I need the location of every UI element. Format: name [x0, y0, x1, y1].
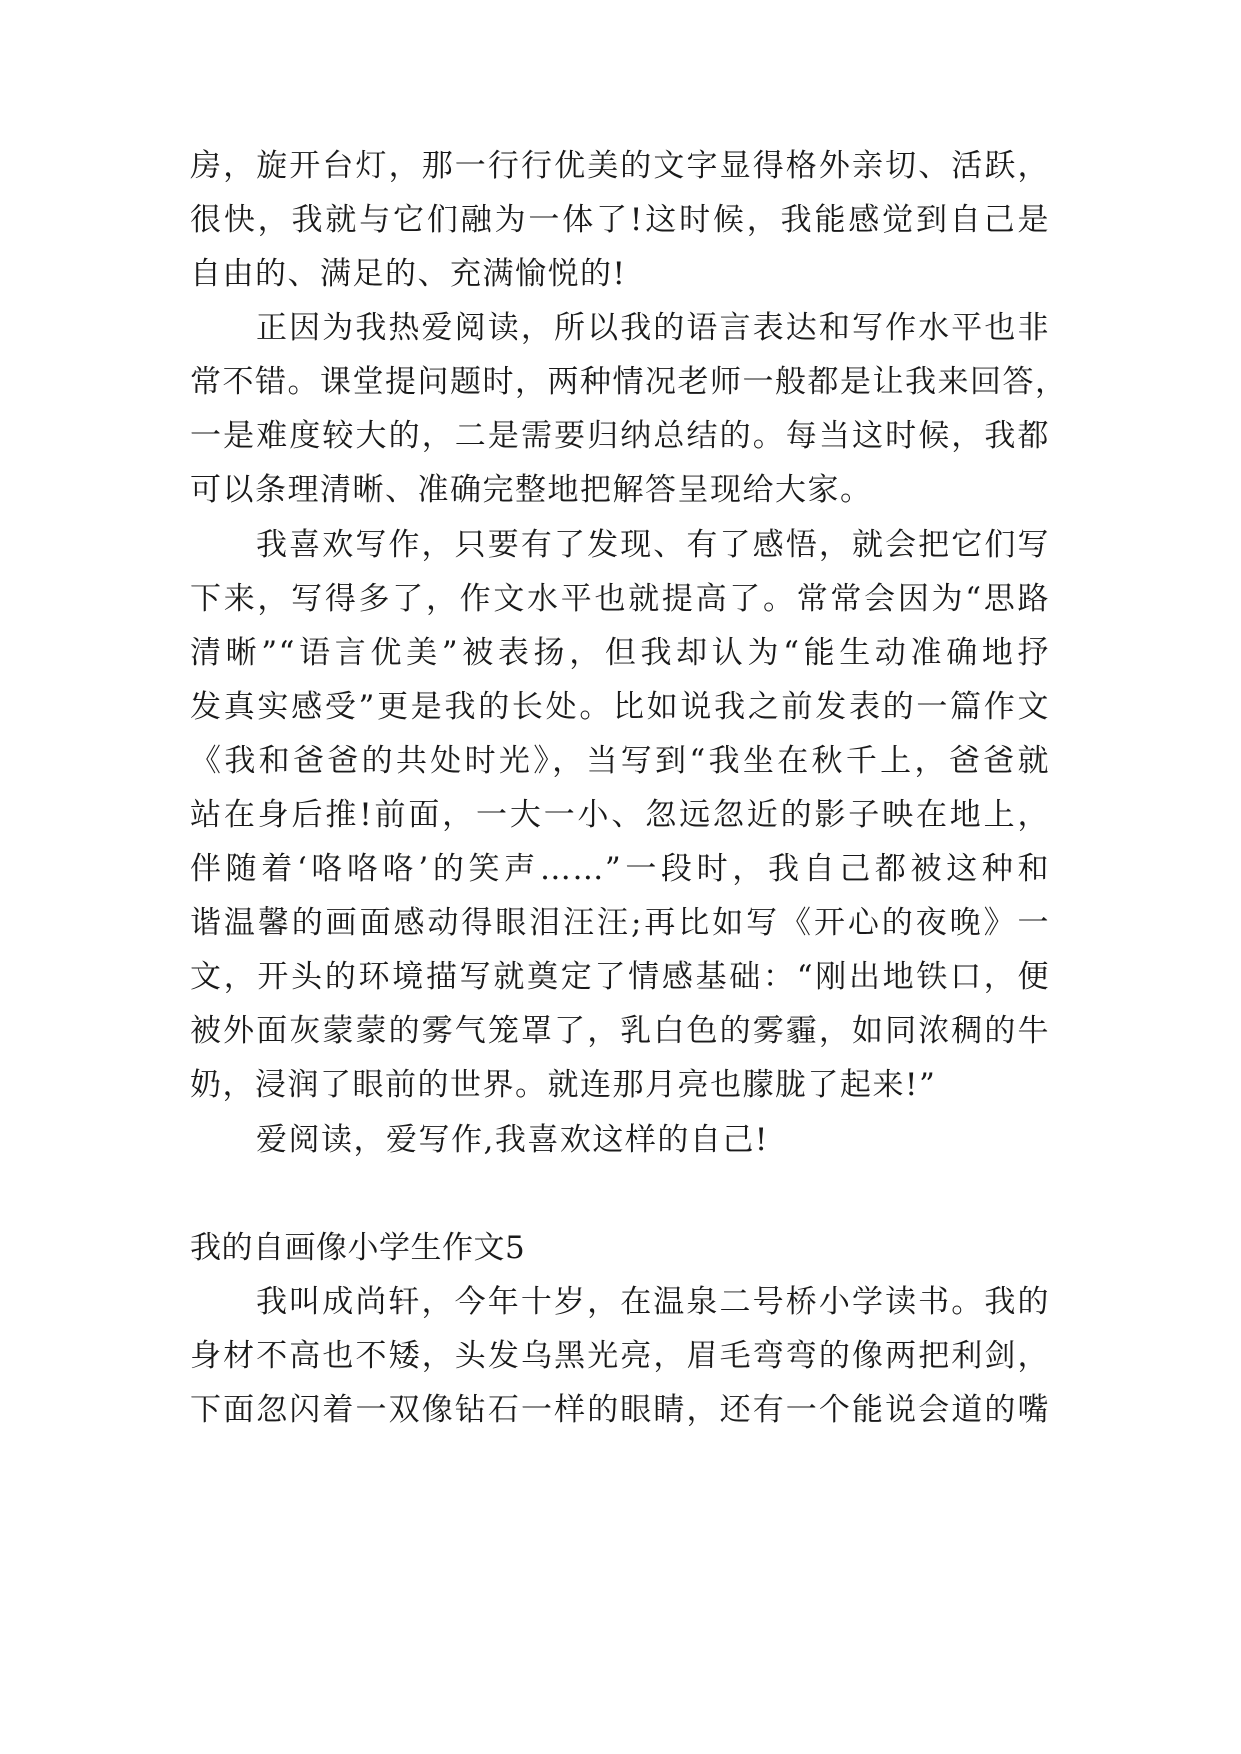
text-line: 房，旋开台灯，那一行行优美的文字显得格外亲切、活跃，	[190, 148, 1050, 184]
text-line: 很快，我就与它们融为一体了!这时候，我能感觉到自己是	[190, 202, 1050, 238]
text-line: 奶，浸润了眼前的世界。就连那月亮也朦胧了起来!”	[190, 1067, 937, 1103]
text-line: 身材不高也不矮，头发乌黑光亮，眉毛弯弯的像两把利剑，	[190, 1338, 1050, 1374]
text-line: 《我和爸爸的共处时光》，当写到“我坐在秋千上，爸爸就	[190, 743, 1050, 779]
text-line: 文，开头的环境描写就奠定了情感基础：“刚出地铁口，便	[190, 959, 1050, 995]
text-line: 清晰”“语言优美”被表扬，但我却认为“能生动准确地抒	[190, 635, 1050, 671]
text-line: 伴随着‘咯咯咯’的笑声……”一段时，我自己都被这种和	[190, 851, 1050, 887]
text-line: 可以条理清晰、准确完整地把解答呈现给大家。	[190, 472, 873, 508]
text-line: 发真实感受”更是我的长处。比如说我之前发表的一篇作文	[190, 689, 1050, 725]
paragraph-first-line: 我喜欢写作，只要有了发现、有了感悟，就会把它们写	[256, 527, 1050, 563]
section-heading: 我的自画像小学生作文5	[190, 1230, 526, 1266]
text-line: 一是难度较大的，二是需要归纳总结的。每当这时候，我都	[190, 418, 1050, 454]
paragraph-first-line: 正因为我热爱阅读，所以我的语言表达和写作水平也非	[256, 310, 1050, 346]
text-line: 站在身后推!前面，一大一小、忽远忽近的影子映在地上，	[190, 797, 1050, 833]
text-line: 谐温馨的画面感动得眼泪汪汪;再比如写《开心的夜晚》一	[190, 905, 1050, 941]
paragraph-first-line: 我叫成尚轩，今年十岁，在温泉二号桥小学读书。我的	[256, 1284, 1050, 1320]
paragraph-first-line: 爱阅读，爱写作,我喜欢这样的自己!	[256, 1122, 769, 1158]
text-line: 自由的、满足的、充满愉悦的!	[190, 256, 627, 292]
text-line: 常不错。课堂提问题时，两种情况老师一般都是让我来回答，	[190, 364, 1068, 400]
text-line: 被外面灰蒙蒙的雾气笼罩了，乳白色的雾霾，如同浓稠的牛	[190, 1013, 1050, 1049]
text-line: 下面忽闪着一双像钻石一样的眼睛，还有一个能说会道的嘴	[190, 1392, 1050, 1428]
text-line: 下来，写得多了，作文水平也就提高了。常常会因为“思路	[190, 581, 1050, 617]
